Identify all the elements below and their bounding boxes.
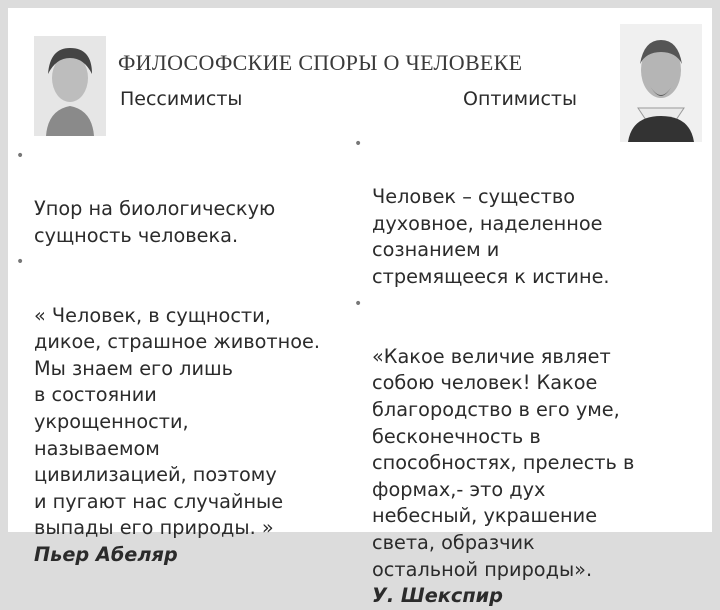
optimists-header: Оптимисты xyxy=(463,88,577,110)
portrait-shakespeare xyxy=(620,24,702,142)
bullet-icon: • xyxy=(354,295,363,312)
list-item xyxy=(16,143,356,249)
optimists-column xyxy=(354,131,704,610)
pessimists-column xyxy=(16,143,356,569)
item-text: Упор на биологическую сущность человека. xyxy=(34,197,276,247)
bullet-icon: • xyxy=(16,148,25,164)
pessimists-header: Пессимисты xyxy=(120,88,243,110)
list-item xyxy=(16,249,356,542)
list-item xyxy=(354,291,704,584)
item-text: « Человек, в сущности, дикое, страшное животное. Мы знаем его лишь в состоянии укрощенности, называемом цивилизацией, поэтому и пугают нас случайные выпады его природы. » xyxy=(34,303,321,540)
author-abelard: Пьер Абеляр xyxy=(34,542,178,566)
author-shakespeare: У. Шекспир xyxy=(372,584,503,608)
item-text: Человек – существо духовное, наделенное сознанием и стремящееся к истине. xyxy=(372,185,610,288)
item-text: «Какое величие являет собою человек! Какое благородство в его уме, бесконечность в способностях, прелесть в формах,- это дух небесный, украшение света, образчик остальной природы». xyxy=(372,344,635,581)
list-item xyxy=(354,131,704,291)
portrait-abelard xyxy=(34,36,106,136)
bullet-icon: • xyxy=(16,254,25,271)
slide-title: ФИЛОСОФСКИЕ СПОРЫ О ЧЕЛОВЕКЕ xyxy=(118,50,523,75)
bullet-icon: • xyxy=(354,136,363,152)
